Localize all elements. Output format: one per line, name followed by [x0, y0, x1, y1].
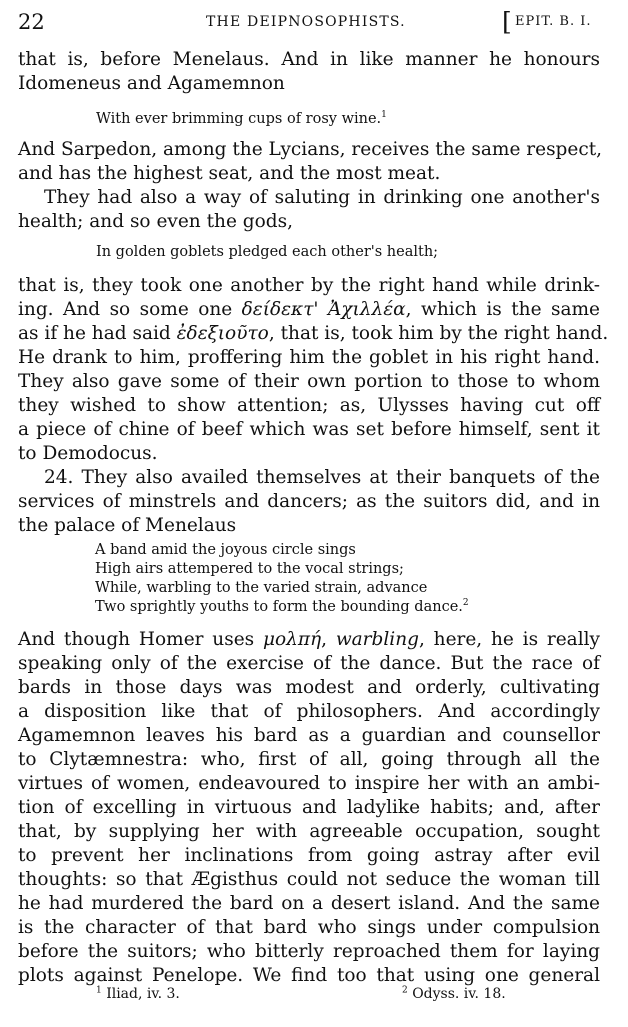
- text-line: as if he had said ἐδεξιοῦτο, that is, took him by the right hand.: [18, 323, 609, 344]
- text-line: that is, before Menelaus. And in like manner he honours: [18, 49, 600, 70]
- greek-phrase: δείδεκτ' Ἀχιλλέα: [241, 299, 406, 320]
- text-line: Idomeneus and Agamemnon: [18, 73, 285, 94]
- text-line: 24. They also availed themselves at their banquets of the: [44, 467, 600, 488]
- footnote-ref: 2: [462, 598, 469, 609]
- text-line: services of minstrels and dancers; as the suitors did, and in: [18, 491, 600, 512]
- text-line: ing. And so some one δείδεκτ' Ἀχιλλέα, which is the same: [18, 299, 600, 320]
- text-line: bards in those days was modest and orderly, cultivating: [18, 677, 600, 698]
- greek-word: μολπή: [262, 629, 322, 650]
- quotation: In golden goblets pledged each other's health;: [96, 244, 439, 260]
- footnote-mark: 1: [96, 985, 102, 996]
- quotation-text: With ever brimming cups of rosy wine.: [96, 111, 382, 127]
- text-line: before the suitors; who bitterly reproached them for laying: [18, 941, 600, 962]
- text-line: health; and so even the gods,: [18, 211, 293, 232]
- footnote-text: Iliad, iv. 3.: [106, 986, 180, 1002]
- text-line: that is, they took one another by the right hand while drink-: [18, 275, 600, 296]
- text-line: Agamemnon leaves his bard as a guardian and counsellor: [18, 725, 600, 746]
- text-line: virtues of women, endeavoured to inspire her with an ambi-: [18, 773, 600, 794]
- text-line: that, by supplying her with agreeable occupation, sought: [18, 821, 600, 842]
- footnote-text: Odyss. iv. 18.: [412, 986, 506, 1002]
- text-line: And Sarpedon, among the Lycians, receives the same respect,: [18, 139, 603, 160]
- section-label: EPIT. B. I.: [515, 14, 592, 29]
- header-bracket: [: [502, 7, 512, 36]
- text-line: he had murdered the bard on a desert island. And the same: [18, 893, 600, 914]
- text-line: they wished to show attention; as, Ulysses having cut off: [18, 395, 600, 416]
- footnote-ref: 1: [381, 110, 387, 121]
- text-line: plots against Penelope. We find too that using one general: [18, 965, 600, 986]
- text-line: is the character of that bard who sings under compulsion: [18, 917, 600, 938]
- text-line: They also gave some of their own portion to those to whom: [18, 371, 600, 392]
- running-title: THE DEIPNOSOPHISTS.: [206, 14, 406, 30]
- text-line: He drank to him, proffering him the goblet in his right hand.: [18, 347, 600, 368]
- verse-line: A band amid the joyous circle sings: [95, 542, 356, 558]
- text-line: to Demodocus.: [18, 443, 158, 464]
- text-line: and has the highest seat, and the most meat.: [18, 163, 441, 184]
- text-line: the palace of Menelaus: [18, 515, 237, 536]
- footnote-1: [96, 986, 180, 1002]
- text-line: to prevent her inclinations from going astray after evil: [18, 845, 600, 866]
- text-line: They had also a way of saluting in drinking one another's: [44, 187, 600, 208]
- text-line: to Clytæmnestra: who, first of all, going through all the: [18, 749, 600, 770]
- text-line: tion of excelling in virtuous and ladylike habits; and, after: [18, 797, 600, 818]
- text-line: And though Homer uses μολπή, warbling, here, he is really: [18, 629, 600, 650]
- text-line: thoughts: so that Ægisthus could not seduce the woman till: [18, 869, 600, 890]
- footnote-2: [402, 986, 506, 1002]
- greek-word: ἐδεξιοῦτο: [176, 323, 269, 344]
- text-line: speaking only of the exercise of the dance. But the race of: [18, 653, 600, 674]
- verse-line: Two sprightly youths to form the bounding dance.$^2$: [95, 598, 469, 615]
- text-line: a piece of chine of beef which was set before himself, sent it: [18, 419, 600, 440]
- italic-word: warbling: [335, 629, 419, 650]
- verse-line: While, warbling to the varied strain, advance: [95, 580, 428, 596]
- page-number: 22: [18, 10, 45, 34]
- quotation: [96, 109, 387, 129]
- footnote-mark: 2: [402, 985, 408, 996]
- verse-line: High airs attempered to the vocal strings;: [95, 561, 404, 577]
- text-line: a disposition like that of philosophers. And accordingly: [18, 701, 600, 722]
